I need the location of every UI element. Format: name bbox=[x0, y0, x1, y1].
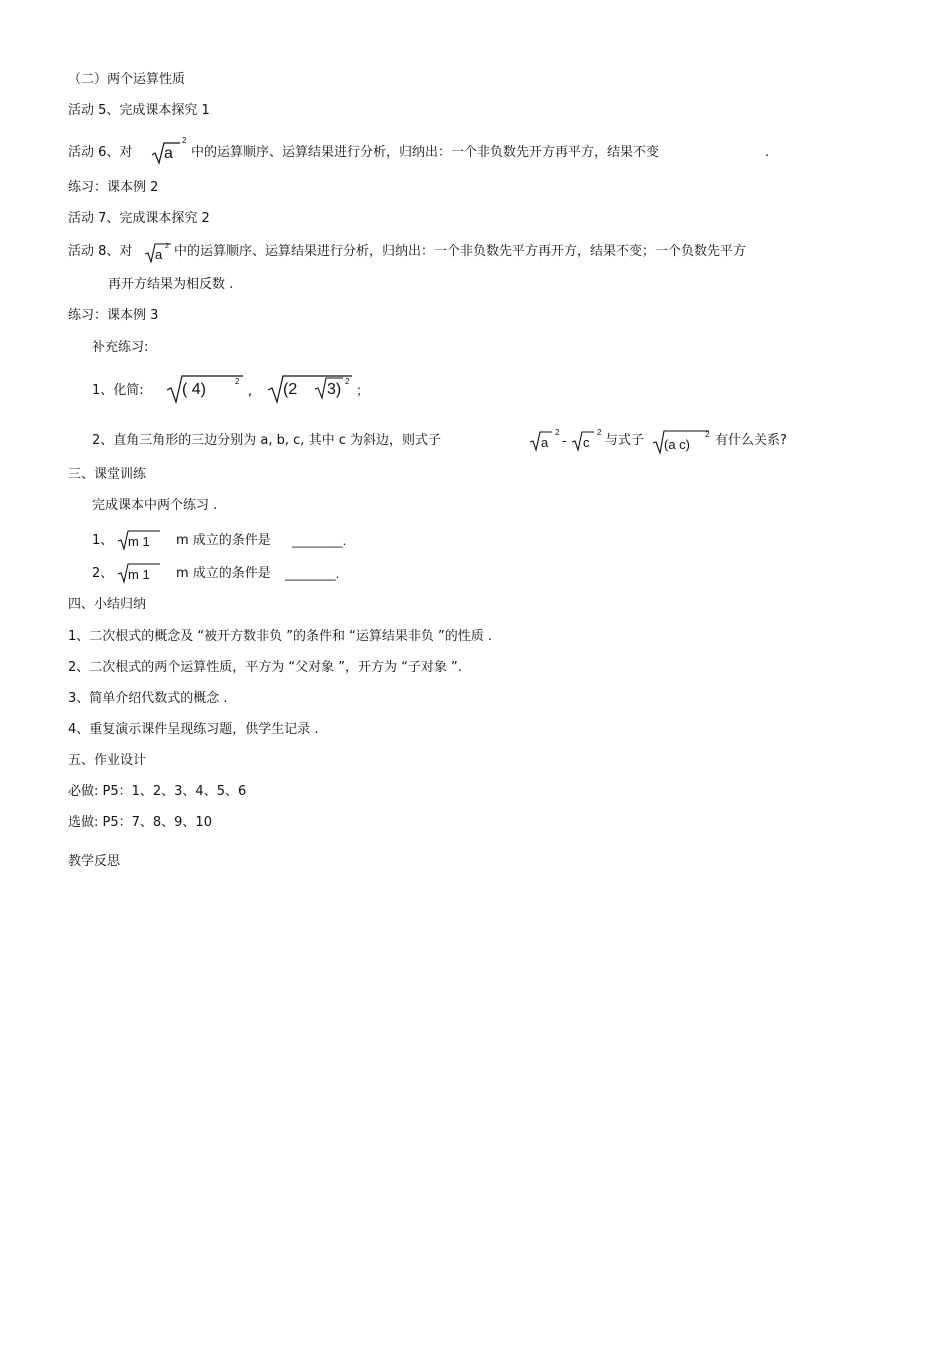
homework-optional: 选做: P5：7、8、9、10 bbox=[68, 815, 212, 830]
exponent: 2 bbox=[555, 428, 560, 437]
comma: , bbox=[248, 384, 253, 399]
teaching-reflection-heading: 教学反思 bbox=[68, 854, 121, 869]
q2-number: 2、 bbox=[92, 566, 114, 581]
summary-item-3: 3、简单介绍代数式的概念 . bbox=[68, 691, 228, 706]
exponent: 2 bbox=[165, 243, 169, 250]
activity-5: 活动 5、完成课本探究 1 bbox=[68, 103, 210, 118]
section-heading: 三、课堂训练 bbox=[68, 467, 147, 482]
activity-8-text: 中的运算顺序、运算结果进行分析，归纳出：一个非负数先平方再开方，结果不变；一个负数先平方 bbox=[174, 244, 747, 259]
activity-8-prefix: 活动 8、对 bbox=[68, 244, 133, 259]
supplementary-heading: 补充练习: bbox=[92, 340, 149, 355]
radicand: a bbox=[541, 435, 549, 450]
q1-answer-blank: _______. bbox=[292, 533, 347, 548]
section-heading: （二）两个运算性质 bbox=[68, 72, 186, 87]
class-practice-intro: 完成课本中两个练习 . bbox=[92, 498, 218, 513]
activity-6-end: . bbox=[765, 145, 770, 160]
radicand: a bbox=[164, 145, 173, 162]
q1-text: m 成立的条件是 bbox=[176, 533, 271, 548]
radicand: (a c) bbox=[664, 437, 690, 452]
summary-item-1: 1、二次根式的概念及 “被开方数非负 ”的条件和 “运算结果非负 ”的性质 . bbox=[68, 629, 493, 644]
section-heading: 四、小结归纳 bbox=[68, 597, 147, 612]
q1-number: 1、 bbox=[92, 533, 114, 548]
exponent: 2 bbox=[705, 430, 710, 439]
radicand: ( 4) bbox=[182, 381, 206, 398]
supp-q2-mid: 与式子 bbox=[605, 433, 645, 448]
q2-text: m 成立的条件是 bbox=[176, 566, 271, 581]
radicand: c bbox=[583, 435, 590, 450]
radicand: a bbox=[155, 247, 163, 262]
exponent: 2 bbox=[182, 136, 187, 145]
supp-q2-text: 2、直角三角形的三边分别为 a, b, c, 其中 c 为斜边，则式子 bbox=[92, 433, 441, 448]
radicand: m 1 bbox=[128, 567, 150, 582]
activity-7: 活动 7、完成课本探究 2 bbox=[68, 211, 210, 226]
practice-2: 练习：课本例 3 bbox=[68, 308, 159, 323]
activity-6-prefix: 活动 6、对 bbox=[68, 145, 133, 160]
activity-6-text: 中的运算顺序、运算结果进行分析，归纳出：一个非负数先开方再平方，结果不变 bbox=[191, 145, 660, 160]
semicolon: ； bbox=[356, 384, 370, 399]
exponent: 2 bbox=[345, 377, 350, 386]
summary-item-4: 4、重复演示课件呈现练习题，供学生记录 . bbox=[68, 722, 319, 737]
supp-q2-end: 有什么关系? bbox=[715, 433, 787, 448]
minus: - bbox=[562, 434, 567, 449]
supp-q1-label: 1、化简: bbox=[92, 383, 144, 398]
exponent: 2 bbox=[597, 428, 602, 437]
q2-answer-blank: _______. bbox=[285, 566, 340, 581]
homework-required: 必做: P5：1、2、3、4、5、6 bbox=[68, 784, 247, 799]
radicand: (2 bbox=[283, 381, 298, 398]
activity-8-line2: 再开方结果为相反数 . bbox=[108, 277, 234, 292]
summary-item-2: 2、二次根式的两个运算性质，平方为 “父对象 ”，开方为 “子对象 ”. bbox=[68, 660, 462, 675]
practice-1: 练习：课本例 2 bbox=[68, 180, 159, 195]
radicand: m 1 bbox=[128, 534, 150, 549]
exponent: 2 bbox=[235, 377, 240, 386]
section-heading: 五、作业设计 bbox=[68, 753, 147, 768]
radicand: 3) bbox=[327, 381, 342, 398]
